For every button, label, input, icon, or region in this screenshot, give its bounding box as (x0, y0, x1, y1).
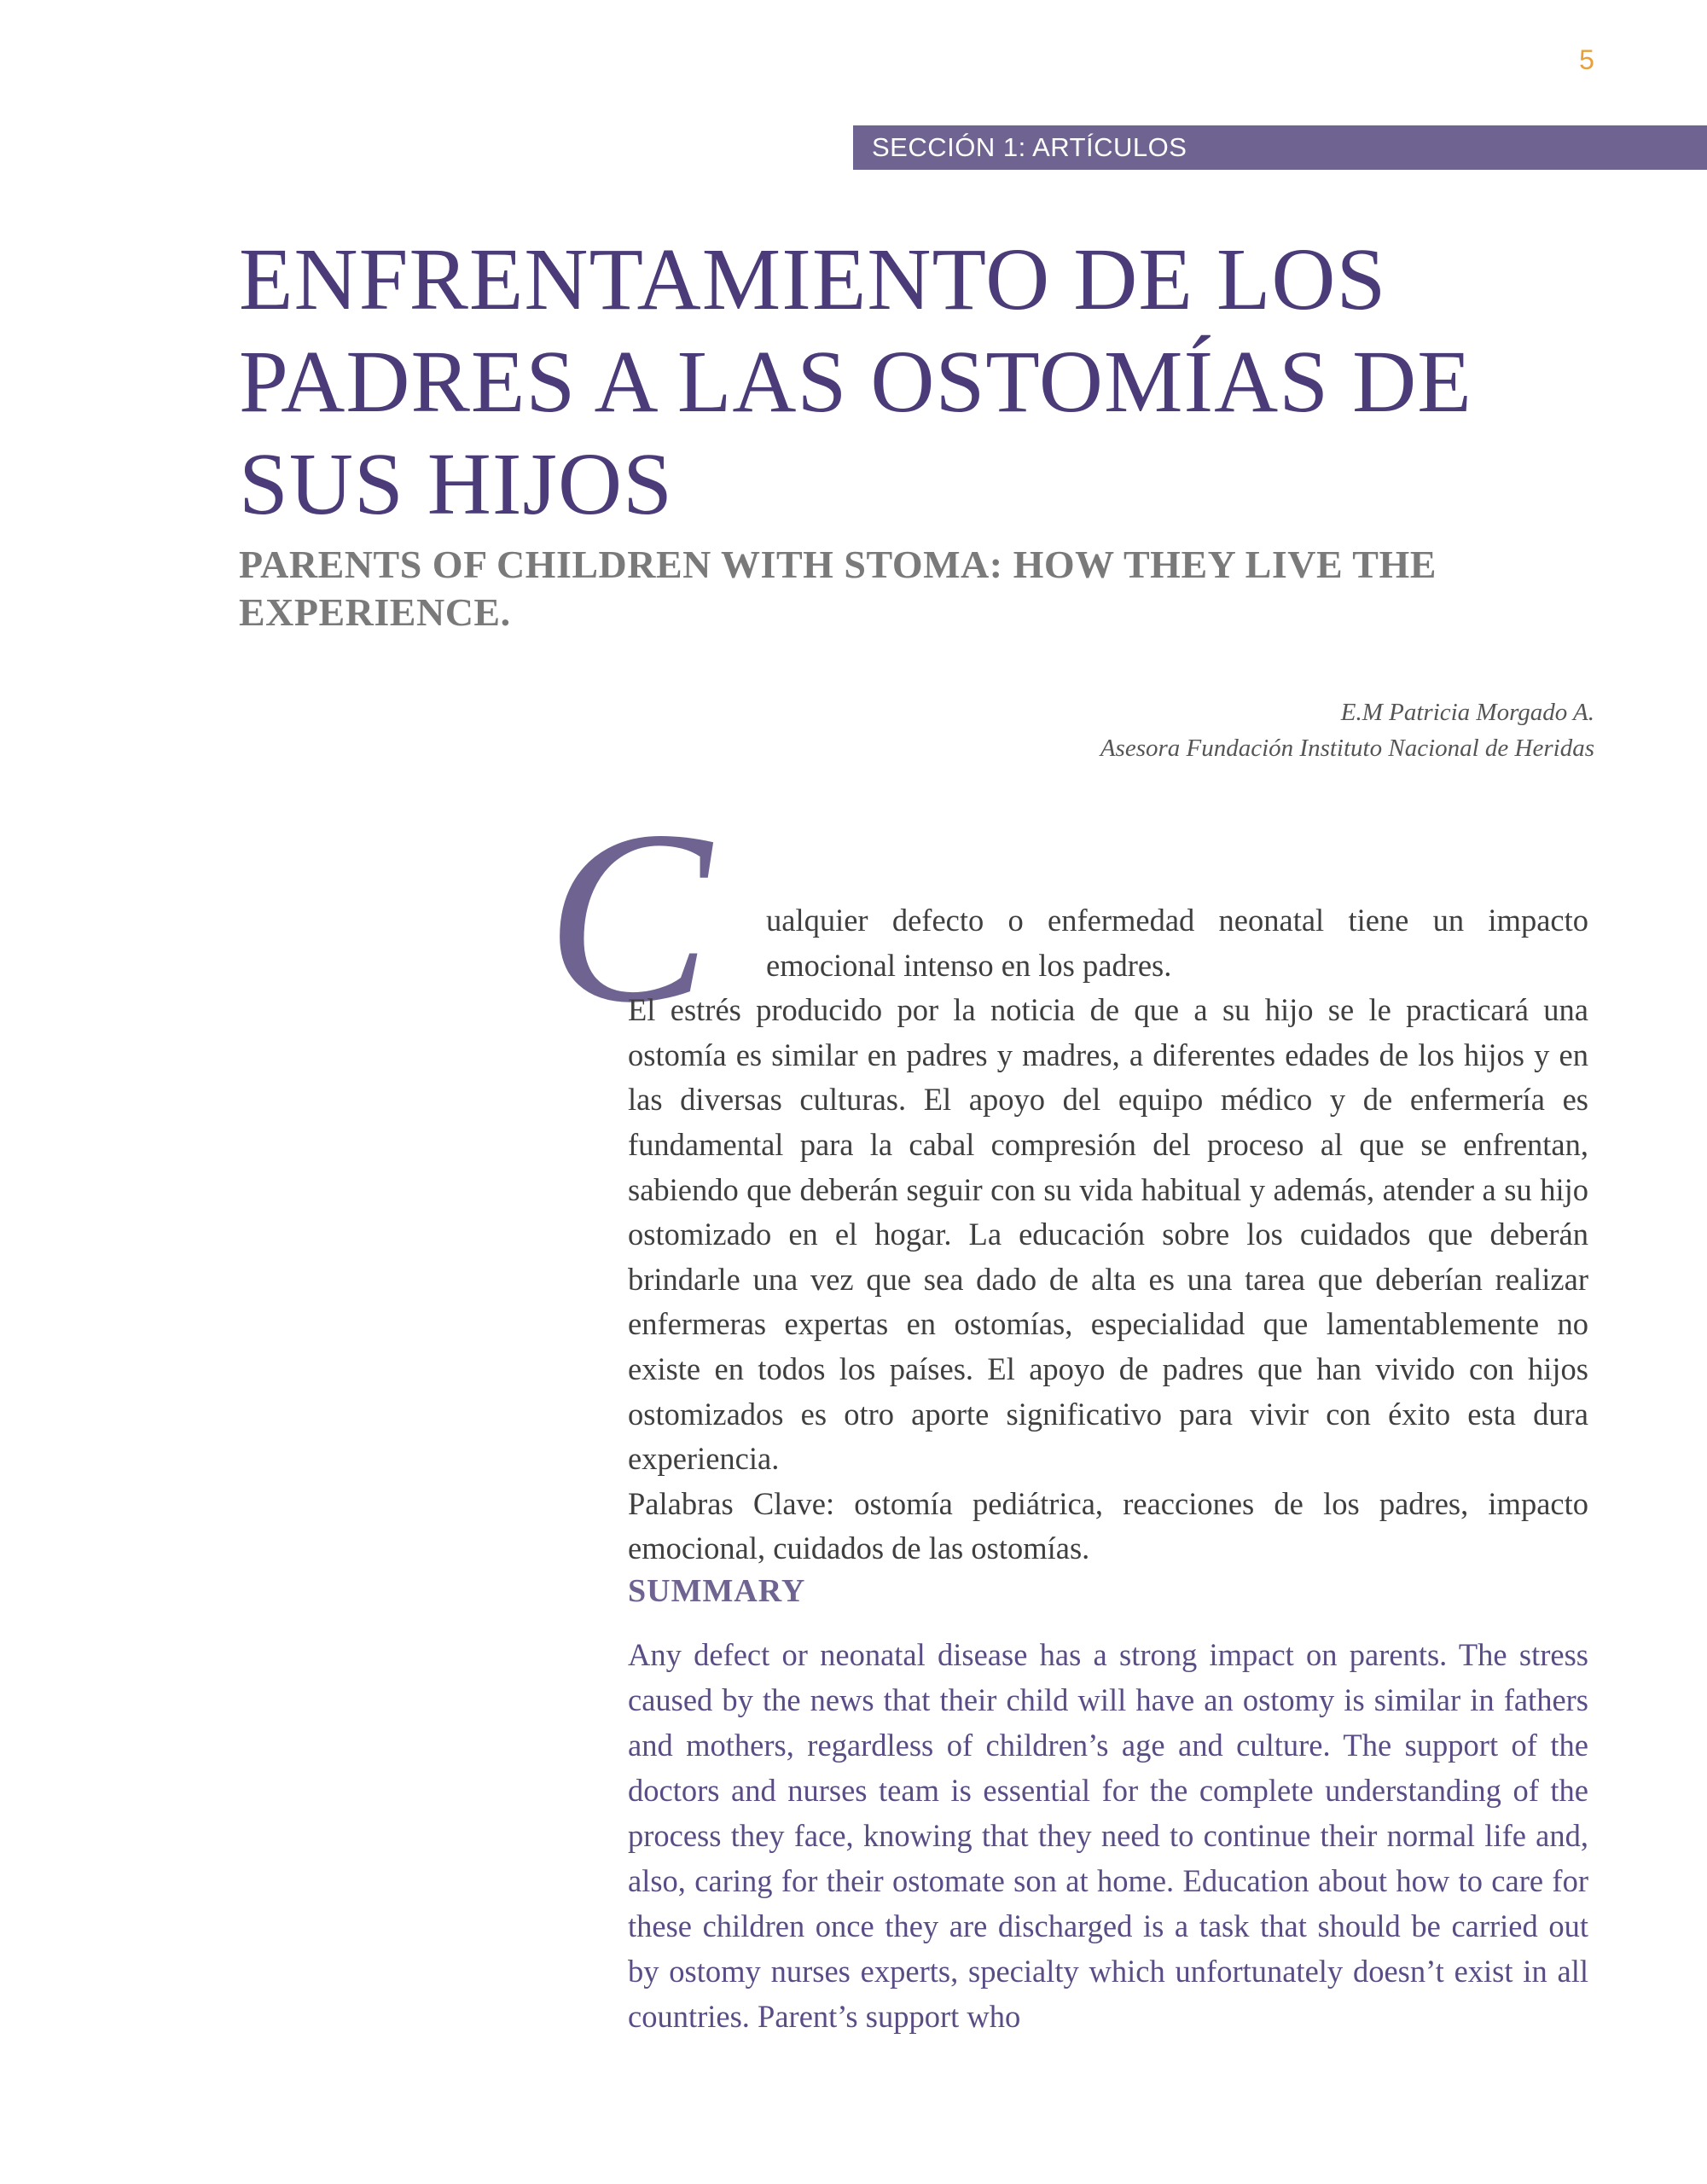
drop-cap: C (546, 780, 711, 1054)
abstract (628, 898, 1588, 1571)
section-label: SECCIÓN 1: ARTÍCULOS (853, 125, 1707, 170)
author-name: E.M Patricia Morgado A. (1340, 699, 1594, 726)
abstract-lead: ualquier defecto o enfermedad neonatal tiene un impacto emocional intenso en los padres. (766, 903, 1588, 983)
author-block (571, 694, 1594, 766)
page-number: 5 (1579, 44, 1594, 75)
abstract-paragraph (628, 898, 1588, 1482)
article-subtitle: PARENTS OF CHILDREN WITH STOMA: HOW THEY LIVE THE EXPERIENCE. (239, 543, 1437, 634)
keywords: Palabras Clave: ostomía pediátrica, reacciones de los padres, impacto emocional, cuidados de las ostomías. (628, 1485, 1588, 1566)
summary-text: Any defect or neonatal disease has a strong impact on parents. The stress caused by the news that their child will have an ostomy is similar in fathers and mothers, regardless of children’s age and culture. The support of the doctors and nurses team is essential for the complete understanding of the process they face, knowing that they need to continue their normal life and, also, caring for their ostomate son at home. Education about how to care for these children once they are discharged is a task that should be carried out by ostomy nurses experts, specialty which unfortunately doesn’t exist in all countries. Parent’s support who (628, 1637, 1588, 2034)
abstract-body-text: El estrés producido por la noticia de que a su hijo se le practicará una ostomía es similar en padres y madres, a diferentes edades de los hijos y en las diversas culturas. El apoyo del equipo médico y de enfermería es fundamental para la cabal compresión del proceso al que se enfrentan, sabiendo que deberán seguir con su vida habitual y además, atender a su hijo ostomizado en el hogar. La educación sobre los cuidados que deberán brindarle una vez que sea dado de alta es una tarea que deberían realizar enfermeras expertas en ostomías, especialidad que lamentablemente no existe en todos los países. El apoyo de padres que han vivido con hijos ostomizados es otro aporte significativo para vivir con éxito esta dura experiencia. (628, 992, 1588, 1477)
article-title: ENFRENTAMIENTO DE LOS PADRES A LAS OSTOMÍAS DE SUS HIJOS (239, 230, 1472, 533)
summary-heading: SUMMARY (628, 1573, 806, 1609)
author-affiliation: Asesora Fundación Instituto Nacional de Heridas (1100, 735, 1594, 762)
